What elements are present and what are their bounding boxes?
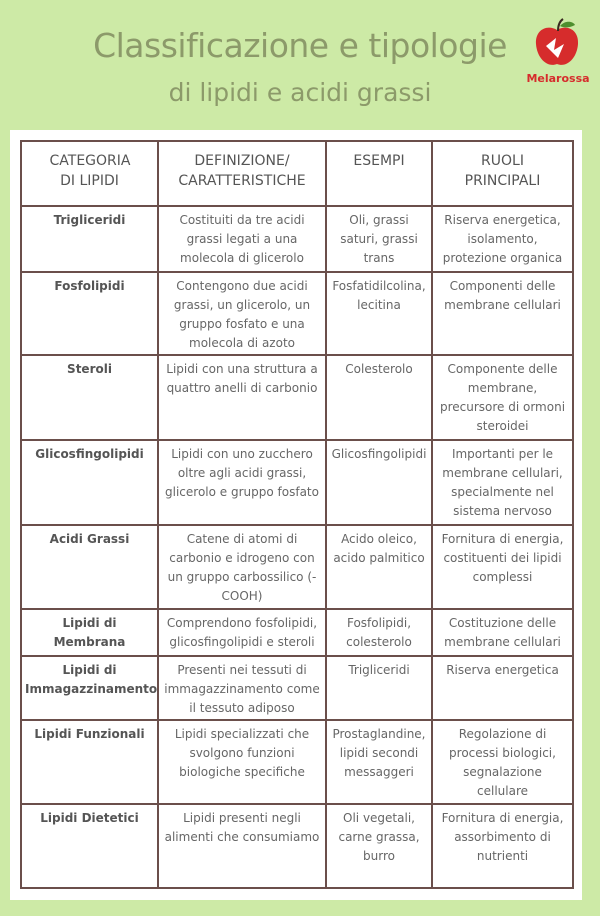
column-header-definizione: DEFINIZIONE/ CARATTERISTICHE	[158, 141, 326, 206]
table-row	[21, 440, 573, 525]
cell-ruoli: Regolazione di processi biologici, segnalazione cellulare	[432, 720, 573, 804]
lipid-table	[20, 140, 574, 889]
cell-esempi: Trigliceridi	[326, 656, 432, 720]
cell-esempi: Oli, grassi saturi, grassi trans	[326, 206, 432, 272]
cell-definizione: Contengono due acidi grassi, un glicerolo, un gruppo fosfato e una molecola di azoto	[158, 272, 326, 355]
cell-ruoli: Riserva energetica, isolamento, protezione organica	[432, 206, 573, 272]
brand-logo	[520, 18, 596, 94]
column-header-categoria: CATEGORIA DI LIPIDI	[21, 141, 158, 206]
cell-esempi: Glicosfingolipidi	[326, 440, 432, 525]
table-row	[21, 609, 573, 656]
cell-categoria: Lipidi Dietetici	[21, 804, 158, 888]
table-row	[21, 272, 573, 355]
table-card	[10, 130, 582, 900]
cell-definizione: Lipidi specializzati che svolgono funzioni biologiche specifiche	[158, 720, 326, 804]
cell-ruoli: Riserva energetica	[432, 656, 573, 720]
cell-esempi: Acido oleico, acido palmitico	[326, 525, 432, 609]
cell-categoria: Acidi Grassi	[21, 525, 158, 609]
cell-categoria: Trigliceridi	[21, 206, 158, 272]
cell-definizione: Lipidi con una struttura a quattro anelli di carbonio	[158, 355, 326, 440]
brand-name: Melarossa	[526, 72, 590, 85]
cell-esempi: Fosfolipidi, colesterolo	[326, 609, 432, 656]
column-header-esempi: ESEMPI	[326, 141, 432, 206]
cell-ruoli: Fornitura di energia, assorbimento di nutrienti	[432, 804, 573, 888]
cell-ruoli: Importanti per le membrane cellulari, specialmente nel sistema nervoso	[432, 440, 573, 525]
cell-categoria: Lipidi di Membrana	[21, 609, 158, 656]
table-row	[21, 656, 573, 720]
page-title: Classificazione e tipologie	[93, 26, 507, 65]
cell-definizione: Lipidi presenti negli alimenti che consumiamo	[158, 804, 326, 888]
cell-esempi: Colesterolo	[326, 355, 432, 440]
column-header-ruoli: RUOLI PRINCIPALI	[432, 141, 573, 206]
cell-esempi: Fosfatidilcolina, lecitina	[326, 272, 432, 355]
cell-categoria: Lipidi Funzionali	[21, 720, 158, 804]
cell-ruoli: Componente delle membrane, precursore di ormoni steroidei	[432, 355, 573, 440]
cell-definizione: Presenti nei tessuti di immagazzinamento come il tessuto adiposo	[158, 656, 326, 720]
cell-categoria: Glicosfingolipidi	[21, 440, 158, 525]
cell-esempi: Prostaglandine, lipidi secondi messaggeri	[326, 720, 432, 804]
cell-ruoli: Fornitura di energia, costituenti dei lipidi complessi	[432, 525, 573, 609]
apple-icon	[532, 18, 582, 70]
table-row	[21, 355, 573, 440]
cell-categoria: Lipidi di Immagazzinamento	[21, 656, 158, 720]
cell-definizione: Costituiti da tre acidi grassi legati a una molecola di glicerolo	[158, 206, 326, 272]
cell-definizione: Catene di atomi di carbonio e idrogeno con un gruppo carbossilico (-COOH)	[158, 525, 326, 609]
page-subtitle: di lipidi e acidi grassi	[168, 78, 432, 107]
cell-definizione: Comprendono fosfolipidi, glicosfingolipidi e steroli	[158, 609, 326, 656]
cell-definizione: Lipidi con uno zucchero oltre agli acidi grassi, glicerolo e gruppo fosfato	[158, 440, 326, 525]
table-header-row	[21, 141, 573, 206]
cell-esempi: Oli vegetali, carne grassa, burro	[326, 804, 432, 888]
table-row	[21, 720, 573, 804]
table-row	[21, 804, 573, 888]
cell-categoria: Fosfolipidi	[21, 272, 158, 355]
cell-ruoli: Componenti delle membrane cellulari	[432, 272, 573, 355]
cell-categoria: Steroli	[21, 355, 158, 440]
cell-ruoli: Costituzione delle membrane cellulari	[432, 609, 573, 656]
table-row	[21, 206, 573, 272]
table-row	[21, 525, 573, 609]
